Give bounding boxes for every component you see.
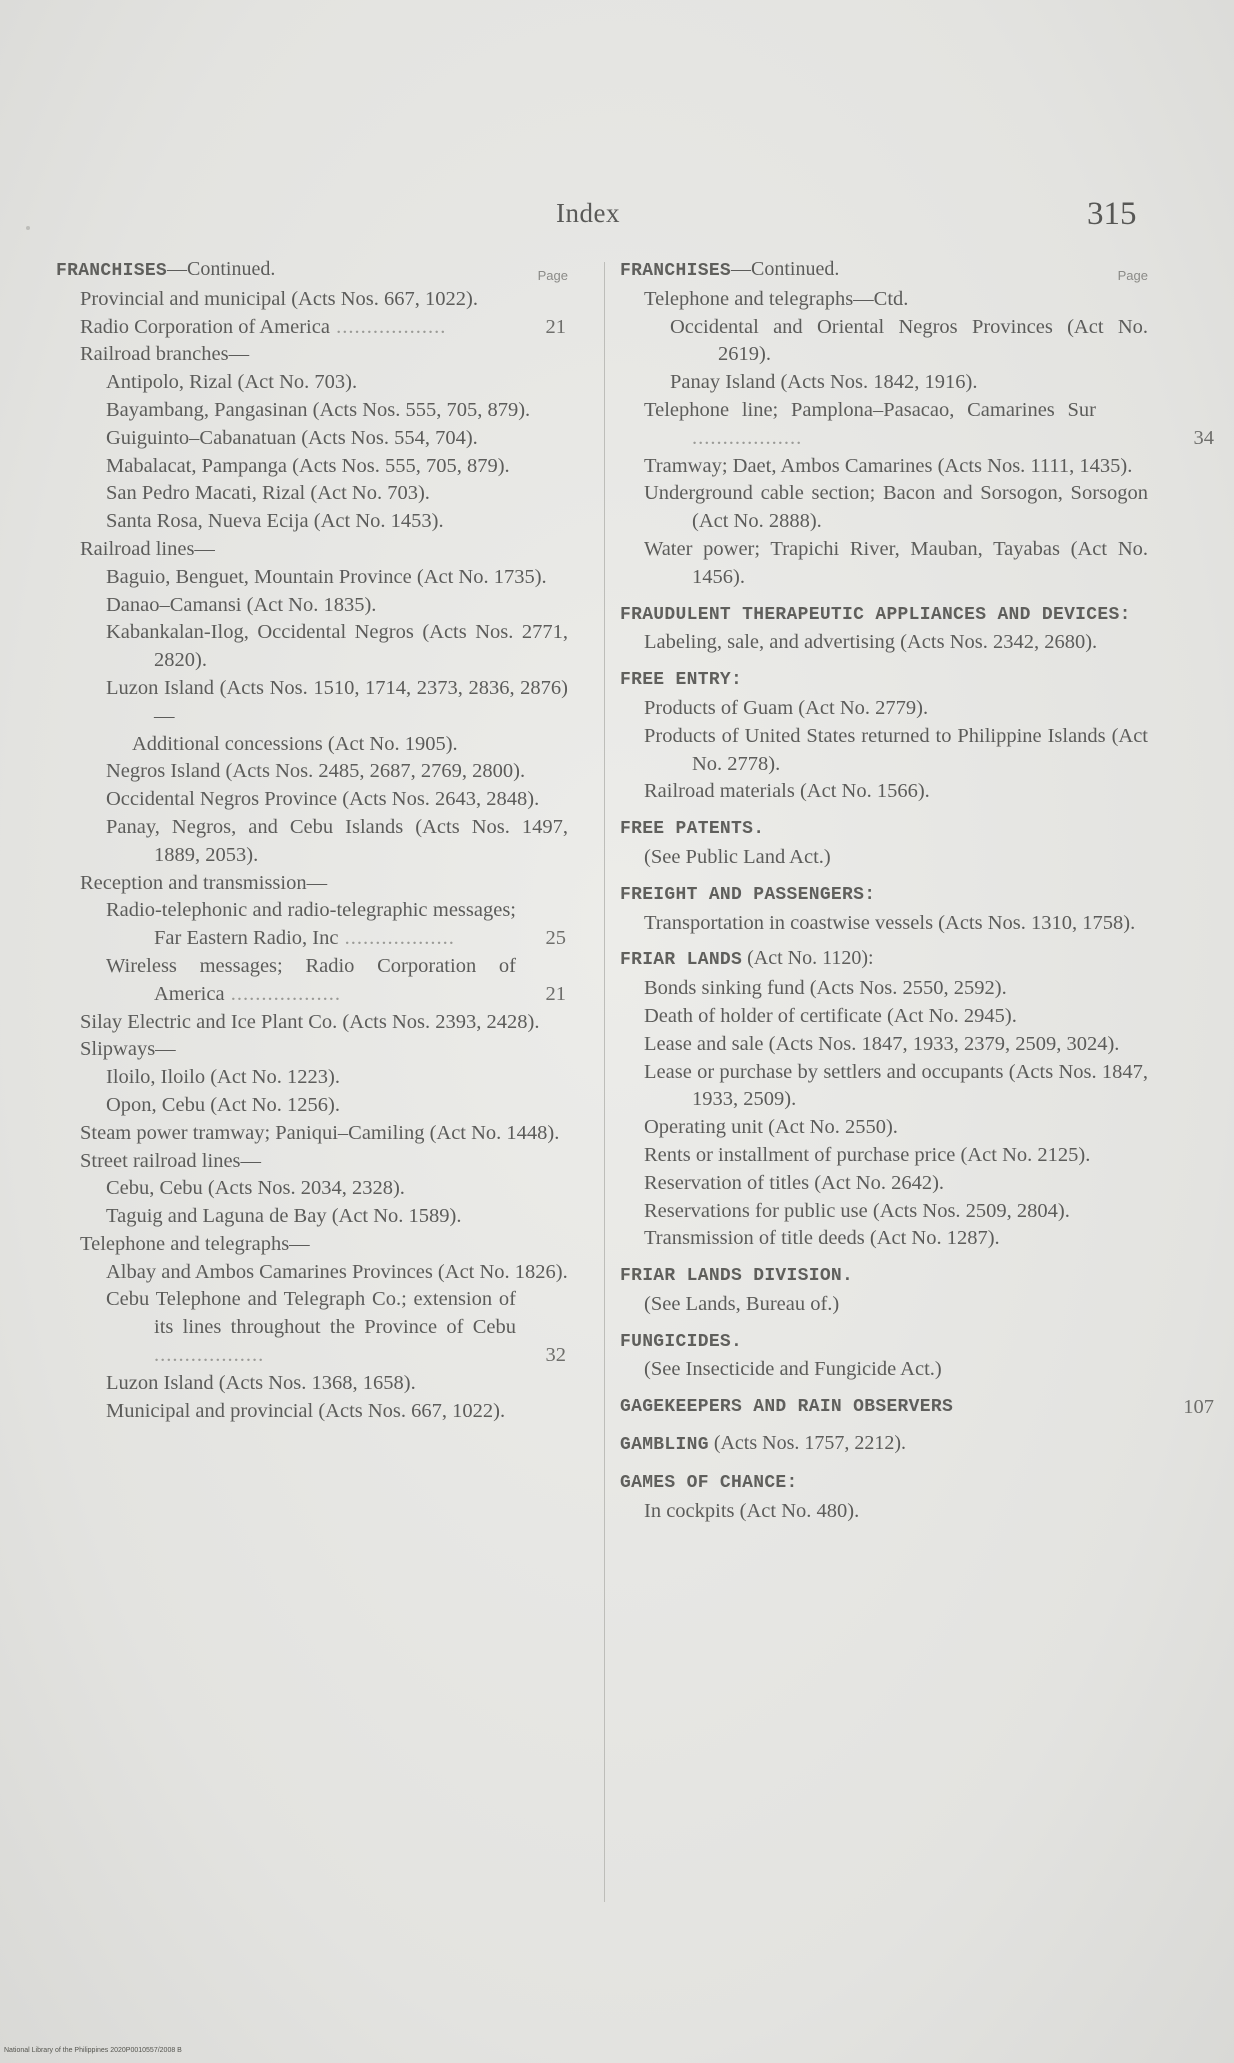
section-heading [620,945,1148,975]
entry-text: Underground cable section; Bacon and Sorsogon, Sorsogon (Act No. 2888). [644,482,1148,533]
index-entry [56,1036,568,1064]
entry-text: Cebu, Cebu (Acts Nos. 2034, 2328). [106,1177,405,1200]
scan-footer: National Library of the Philippines 2020P0010557/2008 B [4,2047,182,2054]
index-section [620,1392,1214,1422]
entry-text: Reservation of titles (Act No. 2642). [644,1171,945,1194]
index-entry [56,1231,568,1259]
section-heading [620,814,1148,844]
entry-text: Railroad branches— [80,343,250,366]
index-entry [620,314,1148,370]
index-entry [56,453,568,481]
leader-dots: .................. [692,426,803,449]
index-entry [56,1175,568,1203]
entry-text: Occidental and Oriental Negros Provinces (Act No. 2619). [670,315,1148,366]
entry-text: Telephone and telegraphs—Ctd. [644,287,909,310]
section-heading [620,880,1148,910]
entry-text: Telephone and telegraphs— [80,1232,310,1255]
index-entry [620,536,1148,592]
index-entry [620,1059,1148,1115]
heading-text: GAMES OF CHANCE: [620,1472,798,1493]
index-entry [56,286,568,314]
index-entry [56,564,568,592]
running-head: Index [556,198,620,228]
index-entry [620,1498,1148,1526]
entry-text: Railroad lines— [80,537,215,560]
leader-dots: .................. [329,315,447,338]
entry-text: Luzon Island (Acts Nos. 1368, 1658). [106,1371,416,1394]
leader-dots: .................. [224,982,341,1005]
index-entry [56,425,568,453]
page-number: 315 [1087,196,1137,232]
index-entry [620,480,1148,536]
entry-text: Panay, Negros, and Cebu Islands (Acts Nos. 1497, 1889, 2053). [106,815,568,866]
heading-text: FRANCHISES [620,261,732,281]
index-entry [56,369,568,397]
entry-text: Opon, Cebu (Act No. 1256). [106,1093,341,1116]
index-entry [56,1203,568,1231]
index-entry [56,758,568,786]
entry-text: Water power; Trapichi River, Mauban, Tayabas (Act No. 1456). [644,537,1148,588]
entry-text: Antipolo, Rizal (Act No. 703). [106,371,358,394]
entry-text: Provincial and municipal (Acts Nos. 667, 1022). [80,287,478,310]
index-entry [620,910,1148,938]
entry-text: Occidental Negros Province (Acts Nos. 2643, 2848). [106,788,540,811]
entry-text: Transmission of title deeds (Act No. 1287). [644,1227,1000,1250]
page-ref: 21 [545,982,566,1005]
page-ref: 21 [545,315,566,338]
index-entry [56,953,568,1009]
index-entry [56,341,568,369]
index-entry [56,1064,568,1092]
index-entry [56,619,568,675]
entry-text: Wireless messages; Radio Corporation of America [106,954,516,1005]
entry-text: Municipal and provincial (Acts Nos. 667, 1022). [106,1399,506,1422]
heading-text: FRIAR LANDS [620,950,743,971]
heading-text: FREE PATENTS. [620,819,765,840]
entry-text: Products of Guam (Act No. 2779). [644,696,929,719]
entry-text: Labeling, sale, and advertising (Acts Nos. 2342, 2680). [644,631,1098,654]
index-entry [56,1009,568,1037]
section-heading [620,1327,1148,1357]
leader-dots: .................. [338,927,455,950]
section-heading [620,665,1148,695]
index-entry [620,1003,1148,1031]
section-heading [620,1261,1148,1291]
index-entry [620,778,1148,806]
heading-text: FREE ENTRY: [620,670,743,691]
right-entries [620,286,1214,592]
section-heading [620,256,1148,286]
entry-text: Albay and Ambos Camarines Provinces (Act No. 1826). [106,1260,568,1283]
entry-text: Operating unit (Act No. 2550). [644,1116,898,1139]
index-section [620,1430,1148,1460]
page-ref: 25 [545,927,566,950]
heading-text: FREIGHT AND PASSENGERS: [620,884,876,905]
heading-text: FRAUDULENT THERAPEUTIC APPLIANCES AND DEVICES: [620,604,1131,625]
page-ref: 34 [1193,426,1214,449]
entry-text: Baguio, Benguet, Mountain Province (Act No. 1735). [106,565,547,588]
index-section [620,945,1148,1253]
heading-tail: (Acts Nos. 1757, 2212). [708,1432,907,1455]
entry-text: Telephone line; Pamplona–Pasacao, Camarines Sur [644,398,1096,421]
section-heading [620,1468,1148,1498]
left-column [56,256,568,1425]
entry-text: Radio Corporation of America [80,315,330,338]
index-entry [56,1148,568,1176]
entry-text: Silay Electric and Ice Plant Co. (Acts Nos. 2393, 2428). [80,1010,540,1033]
index-entry [620,975,1148,1003]
leader-dots: .................. [154,1344,265,1367]
scan-speck [26,226,30,230]
index-entry [56,814,568,870]
index-entry [620,1114,1148,1142]
index-entry [620,1031,1148,1059]
entry-text: Steam power tramway; Paniqui–Camiling (Act No. 1448). [80,1121,560,1144]
index-entry [620,397,1214,453]
see-reference: (See Lands, Bureau of.) [644,1292,840,1315]
index-entry [56,870,568,898]
entry-text: In cockpits (Act No. 480). [644,1499,860,1522]
entry-text: Slipways— [80,1038,176,1061]
section-heading [56,256,568,286]
heading-text: GAMBLING [620,1435,709,1456]
entry-text: Iloilo, Iloilo (Act No. 1223). [106,1066,341,1089]
entry-text: Products of United States returned to Philippine Islands (Act No. 2778). [644,724,1148,775]
entry-text: Reservations for public use (Acts Nos. 2509, 2804). [644,1199,1070,1222]
index-entry [56,536,568,564]
section-heading [620,600,1148,630]
entry-text: San Pedro Macati, Rizal (Act No. 703). [106,482,430,505]
entry-text: Railroad materials (Act No. 1566). [644,780,930,803]
index-section [620,1468,1148,1526]
entry-text: Negros Island (Acts Nos. 2485, 2687, 2769, 2800). [106,760,526,783]
heading-tail: (Act No. 1120): [742,947,874,970]
entry-text: Lease or purchase by settlers and occupants (Acts Nos. 1847, 1933, 2509). [644,1060,1148,1111]
entry-text: Luzon Island (Acts Nos. 1510, 1714, 2373, 2836, 2876)— [106,676,568,727]
index-section [620,665,1148,806]
entry-text: Taguig and Laguna de Bay (Act No. 1589). [106,1205,462,1228]
entry-text: Radio-telephonic and radio-telegraphic messages; Far Eastern Radio, Inc [106,899,516,950]
entry-text: Reception and transmission— [80,871,328,894]
entry-text: Transportation in coastwise vessels (Acts Nos. 1310, 1758). [644,911,1136,934]
index-entry [56,1398,568,1426]
entry-text: Death of holder of certificate (Act No. 2945). [644,1004,1017,1027]
index-entry [56,1120,568,1148]
index-section [620,1327,1148,1385]
index-entry [620,286,1148,314]
index-section [620,600,1148,658]
index-entry [620,695,1148,723]
index-entry [620,629,1148,657]
index-entry [620,1142,1148,1170]
entry-text: Bonds sinking fund (Acts Nos. 2550, 2592). [644,977,1007,1000]
index-entry [56,314,568,342]
entry-text: Bayambang, Pangasinan (Acts Nos. 555, 705, 879). [106,398,531,421]
index-entry [56,1370,568,1398]
entry-text: Rents or installment of purchase price (Act No. 2125). [644,1143,1091,1166]
index-entry [620,1170,1148,1198]
column-divider [604,262,605,1902]
index-entry [620,723,1148,779]
entry-text: Danao–Camansi (Act No. 1835). [106,593,377,616]
index-entry [56,508,568,536]
index-section [620,880,1148,938]
index-entry [56,786,568,814]
index-entry [56,675,568,731]
see-reference: (See Public Land Act.) [644,845,831,868]
index-entry [56,1259,568,1287]
entry-text: Mabalacat, Pampanga (Acts Nos. 555, 705, 879). [106,454,510,477]
page-column-label: Page [1117,268,1148,283]
index-entry [56,731,568,759]
heading-text: GAGEKEEPERS AND RAIN OBSERVERS [620,1397,954,1418]
entry-text: Guiguinto–Cabanatuan (Acts Nos. 554, 704). [106,426,478,449]
index-entry [56,592,568,620]
index-section [620,1261,1148,1319]
heading-continued: —Continued. [731,258,840,280]
right-column [620,256,1214,1525]
entry-text: Panay Island (Acts Nos. 1842, 1916). [670,371,978,394]
entry-text: Additional concessions (Act No. 1905). [132,732,458,755]
right-sections [620,600,1214,1526]
heading-text: FRANCHISES [56,261,168,281]
index-entry [56,480,568,508]
heading-text: FRIAR LANDS DIVISION. [620,1266,854,1287]
entry-text: Street railroad lines— [80,1149,262,1172]
index-entry [56,397,568,425]
page-ref: 107 [1183,1396,1214,1419]
section-heading [620,1430,1148,1460]
entry-text: Lease and sale (Acts Nos. 1847, 1933, 2379, 2509, 3024). [644,1032,1120,1055]
entry-text: Cebu Telephone and Telegraph Co.; extension of its lines throughout the Province of Cebu [106,1288,516,1339]
index-entry [56,1092,568,1120]
heading-text: FUNGICIDES. [620,1331,743,1352]
entry-text: Santa Rosa, Nueva Ecija (Act No. 1453). [106,510,444,533]
entry-text: Kabankalan-Ilog, Occidental Negros (Acts Nos. 2771, 2820). [106,621,568,672]
left-entries [56,286,568,1426]
index-entry [620,369,1148,397]
entry-text: Tramway; Daet, Ambos Camarines (Acts Nos. 1111, 1435). [644,454,1133,477]
index-entry [56,897,568,953]
index-entry [620,1225,1148,1253]
index-entry [620,1198,1148,1226]
index-section [620,814,1148,872]
heading-continued: —Continued. [167,258,276,280]
page-ref: 32 [545,1344,566,1367]
see-reference: (See Insecticide and Fungicide Act.) [644,1358,942,1381]
page-column-label: Page [537,268,568,283]
section-heading [620,1392,1214,1422]
index-entry [620,453,1148,481]
index-entry [56,1286,568,1369]
